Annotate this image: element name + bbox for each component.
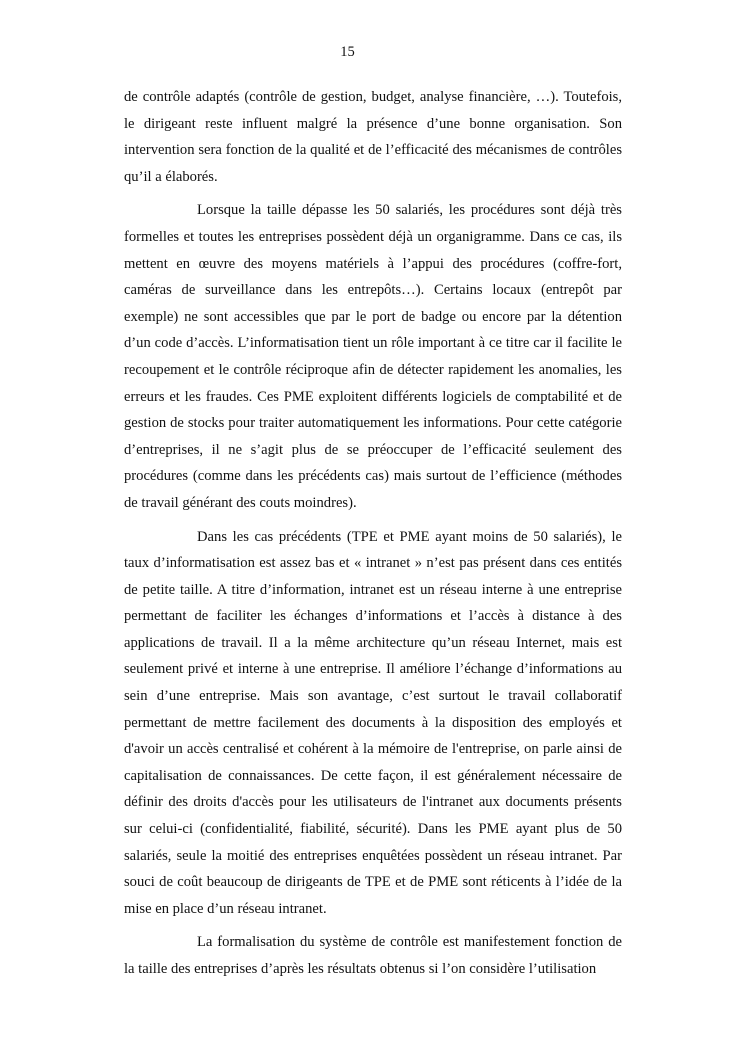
- paragraph: Dans les cas précédents (TPE et PME ayant moins de 50 salariés), le taux d’informatisation est assez bas et « intranet » n’est pas présent dans ces entités de petite taille. A titre d’information, intranet est un réseau interne à une entreprise permettant de faciliter les échanges d’informations et l’accès à distance à des applications de travail. Il a la même architecture qu’un réseau Internet, mais est seulement privé et interne à une entreprise. Il améliore l’échange d’informations au sein d’une entreprise. Mais son avantage, c’est surtout le travail collaboratif permettant de mettre facilement des documents à la disposition des employés et d'avoir un accès centralisé et cohérent à la mémoire de l'entreprise, on parle ainsi de capitalisation de connaissances. De cette façon, il est généralement nécessaire de définir des droits d'accès pour les utilisateurs de l'intranet aux documents présents sur celui-ci (confidentialité, fiabilité, sécurité). Dans les PME ayant plus de 50 salariés, seule la moitié des entreprises enquêtées possèdent un réseau intranet. Par souci de coût beaucoup de dirigeants de TPE et de PME sont réticents à l’idée de la mise en place d’un réseau intranet.: [124, 528, 622, 917]
- page-number: 15: [340, 44, 355, 60]
- paragraph: de contrôle adaptés (contrôle de gestion, budget, analyse financière, …). Toutefois, le dirigeant reste influent malgré la présence d’une bonne organisation. Son intervention sera fonction de la qualité et de l’efficacité des mécanismes de contrôles qu’il a élaborés.: [124, 89, 622, 185]
- body-text: [124, 84, 622, 990]
- paragraph: Lorsque la taille dépasse les 50 salariés, les procédures sont déjà très formelles et toutes les entreprises possèdent déjà un organigramme. Dans ce cas, ils mettent en œuvre des moyens matériels à l’appui des procédures (coffre-fort, caméras de surveillance dans les entrepôts…). Certains locaux (entrepôt par exemple) ne sont accessibles que par le port de badge ou encore par la détention d’un code d’accès. L’informatisation tient un rôle important à ce titre car il facilite le recoupement et le contrôle réciproque afin de détecter rapidement les anomalies, les erreurs et les fraudes. Ces PME exploitent différents logiciels de comptabilité et de gestion de stocks pour traiter automatiquement les informations. Pour cette catégorie d’entreprises, il ne s’agit plus de se préoccuper de l’efficacité seulement des procédures (comme dans les précédents cas) mais surtout de l’efficience (méthodes de travail générant des couts moindres).: [124, 202, 622, 511]
- paragraph: La formalisation du système de contrôle est manifestement fonction de la taille des entreprises d’après les résultats obtenus si l’on considère l’utilisation: [124, 934, 622, 977]
